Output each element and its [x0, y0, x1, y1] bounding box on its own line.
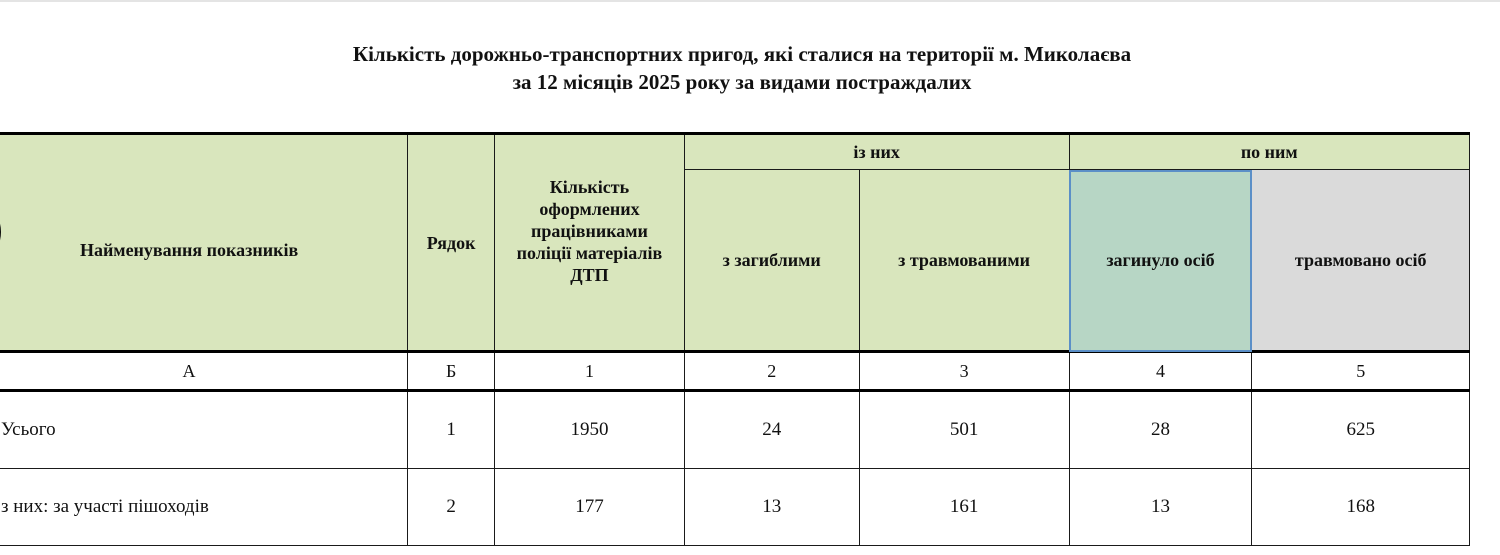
row-name-cell[interactable]: Усього: [0, 391, 408, 469]
header-row: Рядок: [426, 232, 476, 253]
injured-persons-cell[interactable]: 625: [1252, 391, 1470, 469]
column-letter-cell[interactable]: 1: [495, 352, 685, 391]
header-name-cell[interactable]: [0, 134, 408, 352]
header-name: Найменування показників: [79, 240, 299, 260]
header-with-injured: з травмованими: [898, 250, 1031, 270]
row-number-cell[interactable]: 1: [408, 391, 495, 469]
column-letter-cell[interactable]: 5: [1252, 352, 1470, 391]
count-cell[interactable]: 1950: [495, 391, 685, 469]
title-line-1: Кількість дорожньо-транспортних пригод, які сталися на території м. Миколаєва: [352, 42, 1132, 66]
with-injured-cell[interactable]: 501: [859, 391, 1069, 469]
dead-persons-cell[interactable]: 13: [1069, 469, 1252, 546]
header-row-cell[interactable]: [408, 134, 495, 352]
title-line-2: за 12 місяців 2025 року за видами постраждалих: [512, 70, 972, 94]
injured-persons-cell[interactable]: 168: [1252, 469, 1470, 546]
header-with-dead: з загиблими: [722, 250, 821, 270]
with-dead-cell[interactable]: 24: [684, 391, 859, 469]
table-row: [0, 469, 1470, 546]
dead-persons-cell[interactable]: 28: [1069, 391, 1252, 469]
with-dead-cell[interactable]: 13: [684, 469, 859, 546]
header-count: Кількість оформлених працівниками поліції матеріалів ДТП: [516, 176, 663, 285]
with-injured-cell[interactable]: 161: [859, 469, 1069, 546]
count-cell[interactable]: 177: [495, 469, 685, 546]
header-of-them: із них: [853, 141, 900, 162]
report-title: [0, 40, 1484, 96]
top-divider: [0, 0, 1500, 2]
header-dead-persons-cell[interactable]: [1069, 170, 1252, 352]
header-of-them-cell[interactable]: [684, 134, 1069, 170]
table-row: [0, 391, 1470, 469]
column-letter-cell[interactable]: 2: [684, 352, 859, 391]
column-letter-cell[interactable]: 3: [859, 352, 1069, 391]
column-letter-cell[interactable]: 4: [1069, 352, 1252, 391]
header-with-injured-cell[interactable]: [859, 170, 1069, 352]
header-injured-persons: травмовано осіб: [1294, 250, 1427, 270]
column-letter-cell[interactable]: Б: [408, 352, 495, 391]
header-with-dead-cell[interactable]: [684, 170, 859, 352]
header-by-them-cell[interactable]: [1069, 134, 1470, 170]
header-injured-persons-cell[interactable]: [1252, 170, 1470, 352]
header-count-cell[interactable]: [495, 134, 685, 352]
row-name-cell[interactable]: з них: за участі пішоходів: [0, 469, 408, 546]
header-dead-persons: загинуло осіб: [1106, 250, 1215, 270]
row-number-cell[interactable]: 2: [408, 469, 495, 546]
header-by-them: по ним: [1240, 141, 1298, 162]
report-table: [0, 132, 1470, 546]
column-letter-cell[interactable]: А: [0, 352, 408, 391]
